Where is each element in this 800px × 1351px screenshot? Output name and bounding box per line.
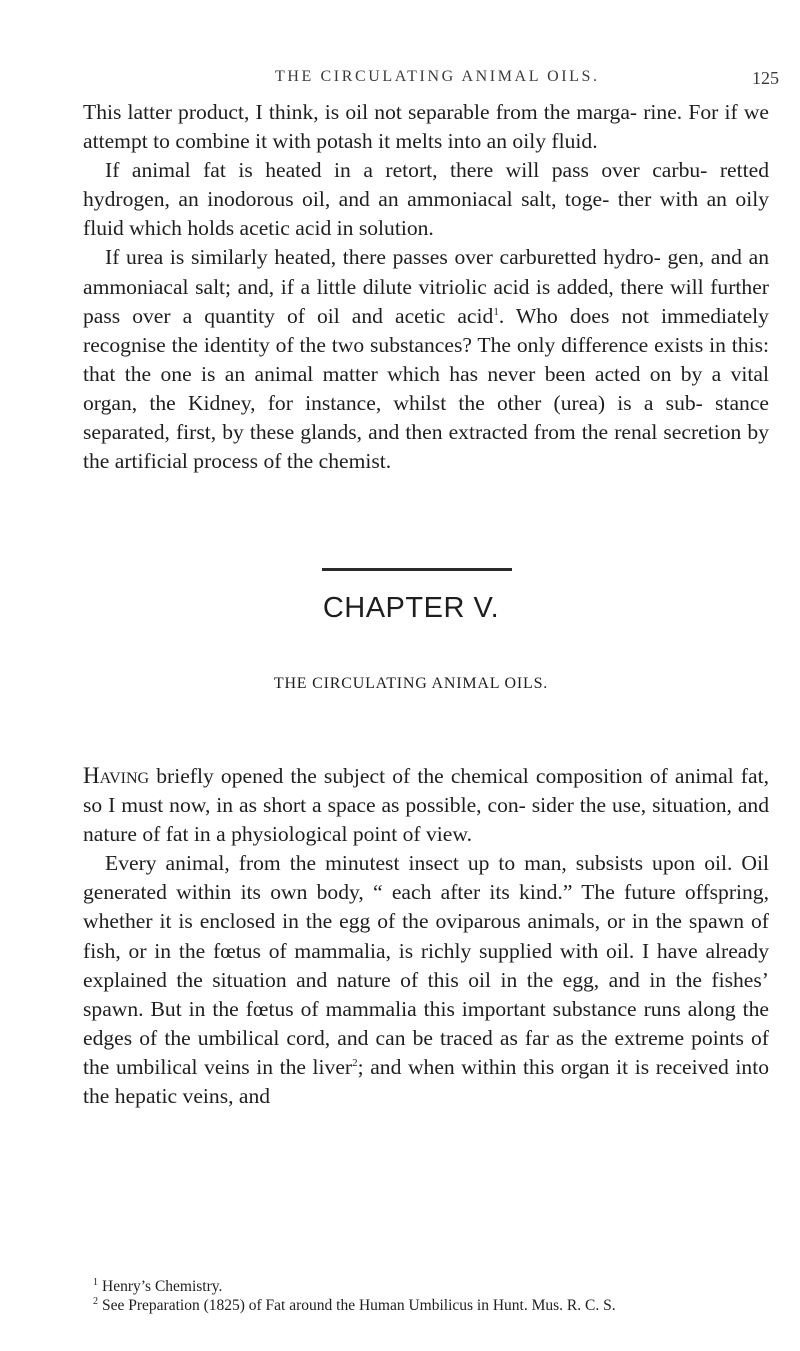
footnote-number: 1 — [93, 1276, 98, 1288]
chapter-subtitle: THE CIRCULATING ANIMAL OILS. — [273, 675, 549, 692]
chapter-divider-rule — [322, 568, 512, 571]
paragraph: If animal fat is heated in a retort, there will pass over carbu- retted hydrogen, an inodorous oil, and an ammoniacal salt, toge- ther with an oily fluid which holds acetic acid in solution. — [83, 158, 769, 241]
footnote-text: Henry’s Chemistry. — [102, 1278, 223, 1295]
footnotes — [83, 1277, 769, 1315]
page-number: 125 — [752, 68, 779, 88]
paragraph: This latter product, I think, is oil not separable from the marga- rine. For if we attempt to combine it with potash it melts into an oily fluid. — [83, 100, 769, 154]
text-block-bottom — [83, 761, 769, 1111]
paragraph-lead-word: Having — [83, 763, 150, 788]
text-block-top — [83, 98, 769, 476]
running-title: THE CIRCULATING ANIMAL OILS. — [275, 68, 600, 85]
paragraph-text: . Who does not immediately recognise the identity of the two substances? The only difference exists in this: that the one is an animal matter which has never been acted on by a vital organ, the Kidney, for instance, whilst the other (urea) is a sub- stance separated, first, by these glands, and then extracted from the renal secretion by the artificial process of the chemist. — [83, 303, 769, 474]
footnote-ref: 2 — [352, 1056, 358, 1069]
paragraph — [83, 243, 769, 476]
footnote-ref: 1 — [493, 305, 499, 318]
footnote-text: See Preparation (1825) of Fat around the Human Umbilicus in Hunt. Mus. R. C. S. — [102, 1297, 616, 1314]
footnote — [83, 1277, 769, 1296]
paragraph-text: briefly opened the subject of the chemical composition of animal fat, so I must now, in as short a space as possible, con- sider the use, situation, and nature of fat in a physiological point of view. — [83, 764, 769, 847]
chapter-heading: CHAPTER V. — [322, 592, 500, 624]
footnote — [83, 1296, 769, 1315]
paragraph-text: If urea is similarly heated, there passes over carburetted hydro- gen, and an ammoniacal salt; and, if a little dilute vitriolic acid is added, there will further pass over a quantity of oil and acetic acid — [83, 245, 769, 328]
paragraph-text: Every animal, from the minutest insect up to man, subsists upon oil. Oil generated within its own body, “ each after its kind.” The future offspring, whether it is enclosed in the egg of the oviparous animals, or in the spawn of fish, or in the fœtus of mammalia, is richly supplied with oil. I have already explained the situation and nature of this oil in the egg, and in the fishes’ spawn. But in the fœtus of mammalia this important substance runs along the edges of the umbilical cord, and can be traced as far as the extreme points of the umbilical veins in the liver — [83, 851, 769, 1079]
running-head — [0, 68, 800, 92]
footnote-number: 2 — [93, 1295, 98, 1307]
paragraph — [83, 849, 769, 1111]
paragraph — [83, 761, 769, 849]
paragraph-text: ; and when within this organ it is received into the hepatic veins, and — [83, 1054, 769, 1109]
